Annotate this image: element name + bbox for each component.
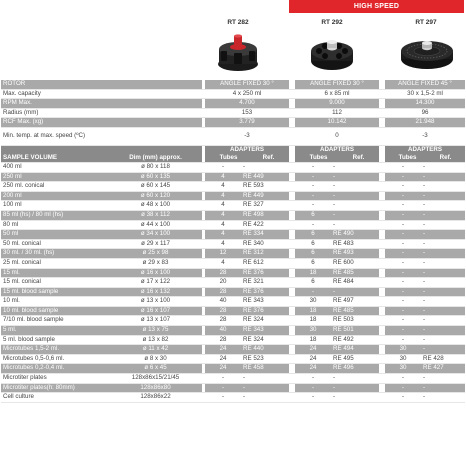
dimension-cell: ø 13 x 107 xyxy=(109,316,202,326)
ref-cell-rt292: RE 494 xyxy=(331,345,379,355)
sample-volume-cell: 15 ml. conical xyxy=(1,278,109,288)
sample-volume-cell: 15 ml. blood sample xyxy=(1,287,109,297)
tubes-cell-rt282: - xyxy=(205,374,241,384)
tubes-cell-rt282: 28 xyxy=(205,268,241,278)
spec-value-rt292: 0 xyxy=(295,127,379,145)
tubes-cell-rt297: - xyxy=(385,239,421,249)
table-row xyxy=(1,287,465,297)
table-row xyxy=(1,354,465,364)
spec-label: Max. capacity xyxy=(1,89,202,99)
ref-cell-rt297: - xyxy=(421,258,465,268)
ref-cell-rt297: - xyxy=(421,201,465,211)
ref-cell-rt282: RE 376 xyxy=(241,306,289,316)
tubes-cell-rt292: - xyxy=(295,191,331,201)
tubes-cell-rt282: 40 xyxy=(205,297,241,307)
sample-volume-cell: 200 ml xyxy=(1,191,109,201)
spec-value-rt297: -3 xyxy=(385,127,465,145)
tubes-cell-rt297: 30 xyxy=(385,364,421,374)
tubes-cell-rt297: - xyxy=(385,297,421,307)
sample-volume-cell: Cell culture xyxy=(1,393,109,403)
tubes-subheader: Tubes xyxy=(219,153,238,161)
ref-cell-rt292: - xyxy=(331,172,379,182)
tubes-cell-rt297: - xyxy=(385,306,421,316)
sample-volume-cell: 400 ml xyxy=(1,162,109,172)
sample-volume-cell: Microtubes 0,2-0,4 ml. xyxy=(1,364,109,374)
tubes-cell-rt297: - xyxy=(385,220,421,230)
ref-subheader: Ref. xyxy=(439,153,452,161)
ref-cell-rt292: - xyxy=(331,383,379,393)
table-row xyxy=(1,335,465,345)
tubes-cell-rt292: 30 xyxy=(295,297,331,307)
ref-cell-rt297: RE 428 xyxy=(421,354,465,364)
model-label-rt282: RT 282 xyxy=(227,19,249,26)
table-row xyxy=(1,306,465,316)
dimension-header: Dim (mm) approx. xyxy=(109,145,202,162)
tubes-cell-rt297: - xyxy=(385,201,421,211)
tubes-cell-rt292: - xyxy=(295,162,331,172)
ref-cell-rt297: - xyxy=(421,326,465,336)
tubes-cell-rt292: - xyxy=(295,220,331,230)
ref-cell-rt282: RE 340 xyxy=(241,239,289,249)
ref-cell-rt282: RE 327 xyxy=(241,201,289,211)
ref-cell-rt292: RE 497 xyxy=(331,297,379,307)
tubes-cell-rt297: - xyxy=(385,287,421,297)
spec-value-rt292: ANGLE FIXED 30 ° xyxy=(295,80,379,89)
tubes-cell-rt282: - xyxy=(205,393,241,403)
sample-volume-cell: 250 ml. conical xyxy=(1,182,109,192)
tubes-cell-rt282: 4 xyxy=(205,210,241,220)
tubes-cell-rt292: - xyxy=(295,201,331,211)
sample-volume-cell: 5 ml. xyxy=(1,326,109,336)
ref-cell-rt297: - xyxy=(421,220,465,230)
ref-cell-rt297: - xyxy=(421,374,465,384)
table-row xyxy=(1,210,465,220)
spec-value-rt297: 14.300 xyxy=(385,99,465,109)
table-row xyxy=(1,268,465,278)
table-row xyxy=(1,220,465,230)
tubes-cell-rt282: 4 xyxy=(205,182,241,192)
tubes-cell-rt292: 6 xyxy=(295,239,331,249)
adapters-subheader xyxy=(207,154,287,162)
adapters-header xyxy=(205,145,289,162)
tubes-cell-rt282: 28 xyxy=(205,287,241,297)
spec-value-rt297: 21.948 xyxy=(385,118,465,128)
ref-cell-rt297: - xyxy=(421,162,465,172)
tubes-cell-rt282: 4 xyxy=(205,239,241,249)
dimension-cell: ø 17 x 122 xyxy=(109,278,202,288)
ref-subheader: Ref. xyxy=(262,153,275,161)
tubes-cell-rt297: - xyxy=(385,162,421,172)
table-row xyxy=(1,316,465,326)
ref-cell-rt297: - xyxy=(421,345,465,355)
sample-volume-header: SAMPLE VOLUME xyxy=(1,145,109,162)
spec-label: RPM Max. xyxy=(1,99,202,109)
ref-cell-rt292: - xyxy=(331,182,379,192)
ref-cell-rt292: - xyxy=(331,191,379,201)
sample-volume-cell: 15 ml. xyxy=(1,268,109,278)
adapters-subheader xyxy=(297,154,377,162)
adapters-title: ADAPTERS xyxy=(319,145,355,153)
sample-volume-cell: 250 ml xyxy=(1,172,109,182)
tubes-cell-rt282: 28 xyxy=(205,306,241,316)
ref-cell-rt282: RE 422 xyxy=(241,220,289,230)
spec-value-rt297: 96 xyxy=(385,108,465,118)
ref-cell-rt292: RE 496 xyxy=(331,364,379,374)
spec-row xyxy=(1,108,465,118)
spec-value-rt282: -3 xyxy=(205,127,289,145)
tubes-cell-rt282: 24 xyxy=(205,345,241,355)
spec-value-rt297: ANGLE FIXED 45 ° xyxy=(385,80,465,89)
tubes-cell-rt297: - xyxy=(385,278,421,288)
tubes-cell-rt282: 4 xyxy=(205,220,241,230)
ref-cell-rt282: - xyxy=(241,383,289,393)
dimension-cell: ø 80 x 118 xyxy=(109,162,202,172)
adapters-header-row xyxy=(1,145,465,162)
sample-volume-cell: 85 ml (hs) / 80 ml (hs) xyxy=(1,210,109,220)
table-row xyxy=(1,383,465,393)
spec-row xyxy=(1,118,465,128)
table-row xyxy=(1,345,465,355)
tubes-cell-rt297: - xyxy=(385,335,421,345)
sample-volume-cell: Microtiter plates(h: 80mm) xyxy=(1,383,109,393)
dimension-cell: ø 13 x 100 xyxy=(109,297,202,307)
dimension-cell: ø 13 x 75 xyxy=(109,326,202,336)
ref-cell-rt292: RE 485 xyxy=(331,306,379,316)
tubes-cell-rt297: - xyxy=(385,172,421,182)
spec-value-rt292: 6 x 85 ml xyxy=(295,89,379,99)
table-row xyxy=(1,374,465,384)
tubes-cell-rt292: 18 xyxy=(295,335,331,345)
ref-cell-rt292: - xyxy=(331,374,379,384)
sample-volume-cell: 5 ml. blood sample xyxy=(1,335,109,345)
tubes-cell-rt292: 6 xyxy=(295,278,331,288)
rotor-rt292-image xyxy=(309,31,355,75)
table-row xyxy=(1,258,465,268)
tubes-cell-rt297: 30 xyxy=(385,354,421,364)
sample-volume-cell: 50 ml xyxy=(1,230,109,240)
sample-volume-cell: 7/10 ml. blood sample xyxy=(1,316,109,326)
tubes-cell-rt297: - xyxy=(385,374,421,384)
ref-cell-rt292: RE 484 xyxy=(331,278,379,288)
tubes-cell-rt292: 18 xyxy=(295,316,331,326)
tubes-cell-rt282: 28 xyxy=(205,335,241,345)
tubes-cell-rt292: - xyxy=(295,383,331,393)
spec-row xyxy=(1,127,465,145)
adapters-title: ADAPTERS xyxy=(407,145,443,153)
spec-row xyxy=(1,80,465,89)
ref-cell-rt282: RE 449 xyxy=(241,172,289,182)
table-row xyxy=(1,182,465,192)
ref-cell-rt292: RE 501 xyxy=(331,326,379,336)
table-row xyxy=(1,364,465,374)
spec-value-rt282: 4.700 xyxy=(205,99,289,109)
dimension-cell: ø 34 x 100 xyxy=(109,230,202,240)
ref-cell-rt282: - xyxy=(241,374,289,384)
ref-cell-rt297: - xyxy=(421,393,465,403)
dimension-cell: ø 38 x 112 xyxy=(109,210,202,220)
table-row xyxy=(1,239,465,249)
ref-cell-rt297: - xyxy=(421,249,465,259)
sample-volume-cell: 10 ml. xyxy=(1,297,109,307)
ref-cell-rt292: RE 490 xyxy=(331,230,379,240)
dimension-cell: ø 16 x 107 xyxy=(109,306,202,316)
ref-cell-rt292: RE 485 xyxy=(331,268,379,278)
tubes-cell-rt292: 6 xyxy=(295,230,331,240)
sample-volume-cell: Microtiter plates xyxy=(1,374,109,384)
tubes-cell-rt292: 30 xyxy=(295,326,331,336)
adapters-header xyxy=(295,145,379,162)
dimension-cell: ø 11 x 42 xyxy=(109,345,202,355)
tubes-cell-rt292: 24 xyxy=(295,354,331,364)
ref-cell-rt282: - xyxy=(241,162,289,172)
sample-volume-cell: Microtubes 1,5-2 ml. xyxy=(1,345,109,355)
tubes-cell-rt297: - xyxy=(385,258,421,268)
ref-cell-rt282: RE 334 xyxy=(241,230,289,240)
tubes-cell-rt297: - xyxy=(385,268,421,278)
ref-cell-rt282: RE 312 xyxy=(241,249,289,259)
tubes-cell-rt297: - xyxy=(385,182,421,192)
tubes-cell-rt297: - xyxy=(385,326,421,336)
tubes-cell-rt292: 6 xyxy=(295,258,331,268)
rotor-rt282-image xyxy=(214,27,262,75)
spec-value-rt282: 4 x 250 ml xyxy=(205,89,289,99)
spec-value-rt282: 153 xyxy=(205,108,289,118)
rotor-spec-table xyxy=(1,80,465,403)
dimension-cell: ø 13 x 82 xyxy=(109,335,202,345)
ref-cell-rt282: RE 458 xyxy=(241,364,289,374)
tubes-cell-rt297: - xyxy=(385,383,421,393)
tubes-cell-rt292: - xyxy=(295,172,331,182)
ref-cell-rt282: RE 343 xyxy=(241,297,289,307)
sample-volume-cell: 25 ml. conical xyxy=(1,258,109,268)
dimension-cell: ø 60 x 120 xyxy=(109,191,202,201)
tubes-cell-rt282: 20 xyxy=(205,278,241,288)
spec-row xyxy=(1,99,465,109)
ref-cell-rt297: - xyxy=(421,191,465,201)
tubes-cell-rt297: - xyxy=(385,249,421,259)
ref-cell-rt297: - xyxy=(421,182,465,192)
table-row xyxy=(1,191,465,201)
tubes-subheader: Tubes xyxy=(309,153,328,161)
ref-cell-rt297: - xyxy=(421,278,465,288)
tubes-cell-rt282: 4 xyxy=(205,172,241,182)
ref-subheader: Ref. xyxy=(352,153,365,161)
tubes-cell-rt292: 18 xyxy=(295,268,331,278)
dimension-cell: ø 16 x 132 xyxy=(109,287,202,297)
ref-cell-rt282: RE 376 xyxy=(241,287,289,297)
tubes-cell-rt282: 4 xyxy=(205,230,241,240)
dimension-cell: ø 60 x 135 xyxy=(109,172,202,182)
ref-cell-rt282: RE 612 xyxy=(241,258,289,268)
ref-cell-rt282: RE 593 xyxy=(241,182,289,192)
ref-cell-rt297: - xyxy=(421,239,465,249)
tubes-cell-rt292: 24 xyxy=(295,364,331,374)
table-row xyxy=(1,172,465,182)
spec-table-body xyxy=(1,80,465,402)
ref-cell-rt297: - xyxy=(421,335,465,345)
tubes-cell-rt292: 6 xyxy=(295,249,331,259)
spec-value-rt282: ANGLE FIXED 30 ° xyxy=(205,80,289,89)
dimension-cell: ø 25 x 98 xyxy=(109,249,202,259)
spec-row xyxy=(1,89,465,99)
ref-cell-rt292: RE 600 xyxy=(331,258,379,268)
tubes-cell-rt292: - xyxy=(295,374,331,384)
ref-cell-rt297: - xyxy=(421,210,465,220)
tubes-cell-rt292: 24 xyxy=(295,345,331,355)
tubes-subheader: Tubes xyxy=(398,153,417,161)
adapters-subheader xyxy=(387,154,463,162)
ref-cell-rt282: RE 440 xyxy=(241,345,289,355)
dimension-cell: ø 44 x 100 xyxy=(109,220,202,230)
spec-label: Min. temp. at max. speed (ºC) xyxy=(1,127,202,145)
tubes-cell-rt297: - xyxy=(385,393,421,403)
tubes-cell-rt292: - xyxy=(295,287,331,297)
ref-cell-rt292: - xyxy=(331,210,379,220)
ref-cell-rt292: RE 495 xyxy=(331,354,379,364)
spec-label: Radius (mm) xyxy=(1,108,202,118)
tubes-cell-rt282: 28 xyxy=(205,316,241,326)
tubes-cell-rt282: 12 xyxy=(205,249,241,259)
table-row xyxy=(1,162,465,172)
adapters-header xyxy=(385,145,465,162)
tubes-cell-rt282: - xyxy=(205,383,241,393)
spec-value-rt297: 30 x 1,5-2 ml xyxy=(385,89,465,99)
table-row xyxy=(1,326,465,336)
tubes-cell-rt292: 6 xyxy=(295,210,331,220)
sample-volume-cell: 100 ml xyxy=(1,201,109,211)
dimension-cell: ø 48 x 100 xyxy=(109,201,202,211)
ref-cell-rt297: - xyxy=(421,268,465,278)
ref-cell-rt297: - xyxy=(421,297,465,307)
spec-value-rt292: 9.000 xyxy=(295,99,379,109)
ref-cell-rt292: - xyxy=(331,162,379,172)
spec-value-rt292: 10.142 xyxy=(295,118,379,128)
ref-cell-rt297: - xyxy=(421,287,465,297)
sample-volume-cell: 30 ml. / 30 ml. (hs) xyxy=(1,249,109,259)
table-row xyxy=(1,230,465,240)
table-row xyxy=(1,297,465,307)
high-speed-banner: HIGH SPEED xyxy=(289,0,464,13)
spec-value-rt282: 3.779 xyxy=(205,118,289,128)
tubes-cell-rt292: - xyxy=(295,393,331,403)
model-label-rt297: RT 297 xyxy=(415,19,437,26)
dimension-cell: ø 60 x 145 xyxy=(109,182,202,192)
tubes-cell-rt292: 18 xyxy=(295,306,331,316)
sample-volume-cell: 80 ml xyxy=(1,220,109,230)
dimension-cell: 128x86x22 xyxy=(109,393,202,403)
spec-label: RCF Max. (xg) xyxy=(1,118,202,128)
tubes-cell-rt282: 4 xyxy=(205,201,241,211)
ref-cell-rt297: RE 427 xyxy=(421,364,465,374)
table-row xyxy=(1,201,465,211)
tubes-cell-rt282: 40 xyxy=(205,326,241,336)
spec-label: ROTOR xyxy=(1,80,202,89)
ref-cell-rt282: RE 324 xyxy=(241,316,289,326)
ref-cell-rt292: - xyxy=(331,393,379,403)
ref-cell-rt297: - xyxy=(421,230,465,240)
ref-cell-rt292: - xyxy=(331,287,379,297)
table-row xyxy=(1,278,465,288)
tubes-cell-rt282: 4 xyxy=(205,258,241,268)
ref-cell-rt292: RE 483 xyxy=(331,239,379,249)
tubes-cell-rt282: 4 xyxy=(205,191,241,201)
ref-cell-rt297: - xyxy=(421,316,465,326)
ref-cell-rt282: RE 449 xyxy=(241,191,289,201)
ref-cell-rt297: - xyxy=(421,383,465,393)
sample-volume-cell: Microtubes 0,5-0,6 ml. xyxy=(1,354,109,364)
dimension-cell: 128x86x80 xyxy=(109,383,202,393)
dimension-cell: ø 16 x 100 xyxy=(109,268,202,278)
ref-cell-rt292: RE 493 xyxy=(331,249,379,259)
sample-volume-cell: 50 ml. conical xyxy=(1,239,109,249)
ref-cell-rt282: RE 324 xyxy=(241,335,289,345)
ref-cell-rt297: - xyxy=(421,172,465,182)
ref-cell-rt292: RE 492 xyxy=(331,335,379,345)
tubes-cell-rt297: - xyxy=(385,210,421,220)
ref-cell-rt292: RE 503 xyxy=(331,316,379,326)
ref-cell-rt282: RE 523 xyxy=(241,354,289,364)
tubes-cell-rt282: 24 xyxy=(205,354,241,364)
spec-value-rt292: 112 xyxy=(295,108,379,118)
dimension-cell: ø 29 x 117 xyxy=(109,239,202,249)
ref-cell-rt282: RE 343 xyxy=(241,326,289,336)
dimension-cell: ø 29 x 83 xyxy=(109,258,202,268)
ref-cell-rt282: RE 376 xyxy=(241,268,289,278)
dimension-cell: ø 6 x 45 xyxy=(109,364,202,374)
table-row xyxy=(1,393,465,403)
dimension-cell: 128x86x15/21/45 xyxy=(109,374,202,384)
adapters-title: ADAPTERS xyxy=(229,145,265,153)
tubes-cell-rt297: - xyxy=(385,230,421,240)
tubes-cell-rt297: 30 xyxy=(385,345,421,355)
ref-cell-rt282: - xyxy=(241,393,289,403)
ref-cell-rt282: RE 498 xyxy=(241,210,289,220)
ref-cell-rt282: RE 321 xyxy=(241,278,289,288)
tubes-cell-rt297: - xyxy=(385,316,421,326)
tubes-cell-rt282: - xyxy=(205,162,241,172)
tubes-cell-rt292: - xyxy=(295,182,331,192)
ref-cell-rt297: - xyxy=(421,306,465,316)
rotor-rt297-image xyxy=(399,33,455,73)
ref-cell-rt292: - xyxy=(331,201,379,211)
tubes-cell-rt282: 24 xyxy=(205,364,241,374)
dimension-cell: ø 8 x 30 xyxy=(109,354,202,364)
sample-volume-cell: 10 ml. blood sample xyxy=(1,306,109,316)
ref-cell-rt292: - xyxy=(331,220,379,230)
table-row xyxy=(1,249,465,259)
tubes-cell-rt297: - xyxy=(385,191,421,201)
model-label-rt292: RT 292 xyxy=(321,19,343,26)
